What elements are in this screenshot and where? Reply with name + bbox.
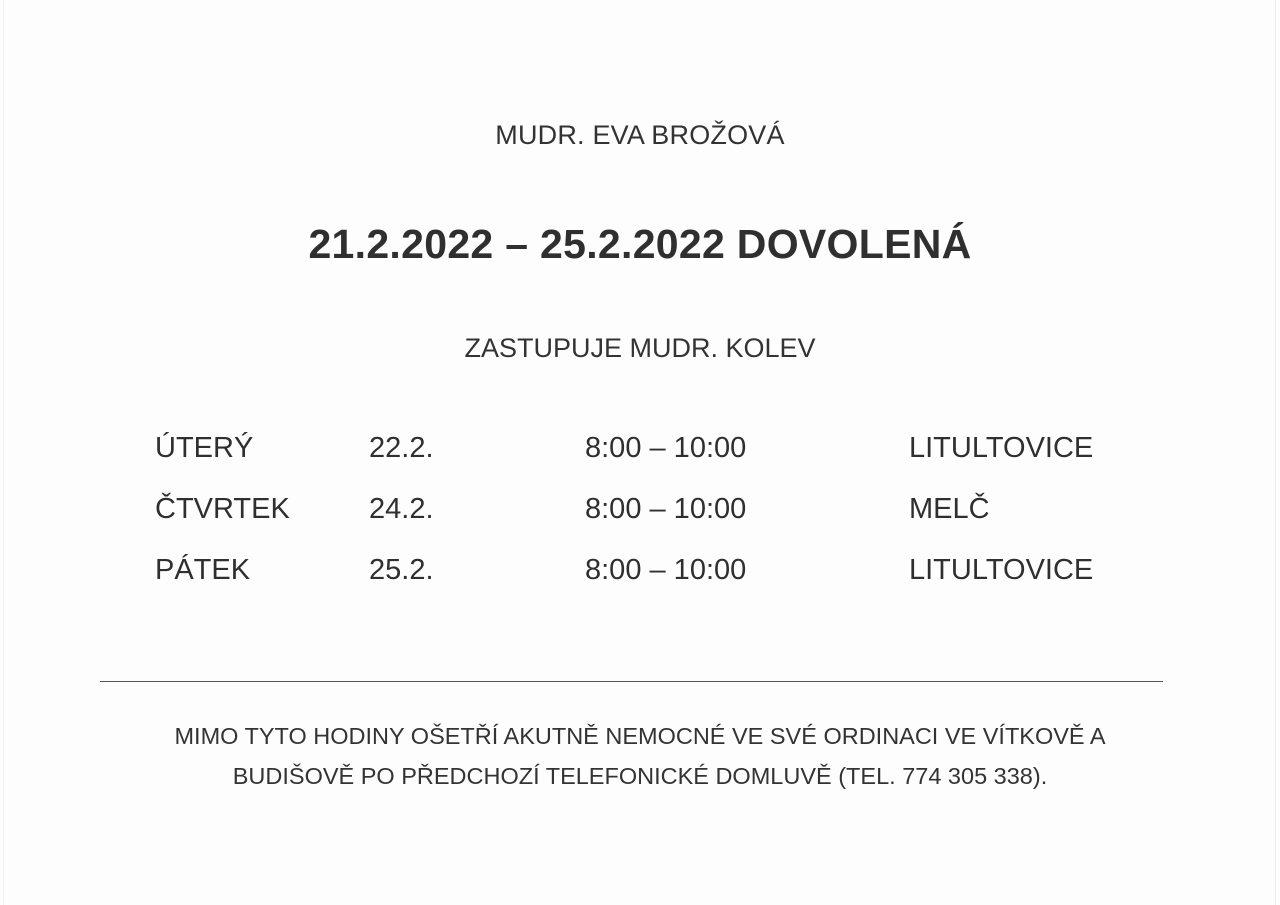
schedule-place: LITULTOVICE (909, 554, 1094, 586)
schedule-row (155, 432, 1155, 493)
schedule-row (155, 554, 1155, 615)
schedule-place: MELČ (909, 493, 990, 525)
substitute-doctor: ZASTUPUJE MUDR. KOLEV (464, 333, 816, 363)
schedule-date: 25.2. (369, 554, 434, 586)
schedule-date: 22.2. (369, 432, 434, 464)
schedule-place: LITULTOVICE (909, 432, 1094, 464)
note-line: MIMO TYTO HODINY OŠETŘÍ AKUTNĚ NEMOCNÉ VE SVÉ ORDINACI VE VÍTKOVĚ A (174, 723, 1106, 749)
schedule-time: 8:00 – 10:00 (585, 493, 747, 525)
schedule-day: ÚTERÝ (155, 432, 254, 464)
after-hours-note (0, 716, 1280, 796)
schedule-date: 24.2. (369, 493, 434, 525)
schedule-day: PÁTEK (155, 554, 251, 586)
schedule-day: ČTVRTEK (155, 493, 290, 525)
schedule-row (155, 493, 1155, 554)
note-line: BUDIŠOVĚ PO PŘEDCHOZÍ TELEFONICKÉ DOMLUVĚ (TEL. 774 305 338). (232, 763, 1048, 789)
schedule-table (155, 432, 1155, 615)
horizontal-divider (100, 681, 1163, 682)
schedule-time: 8:00 – 10:00 (585, 554, 747, 586)
schedule-time: 8:00 – 10:00 (585, 432, 747, 464)
vacation-headline: 21.2.2022 – 25.2.2022 DOVOLENÁ (308, 221, 972, 267)
doctor-name: MUDR. EVA BROŽOVÁ (495, 120, 785, 150)
